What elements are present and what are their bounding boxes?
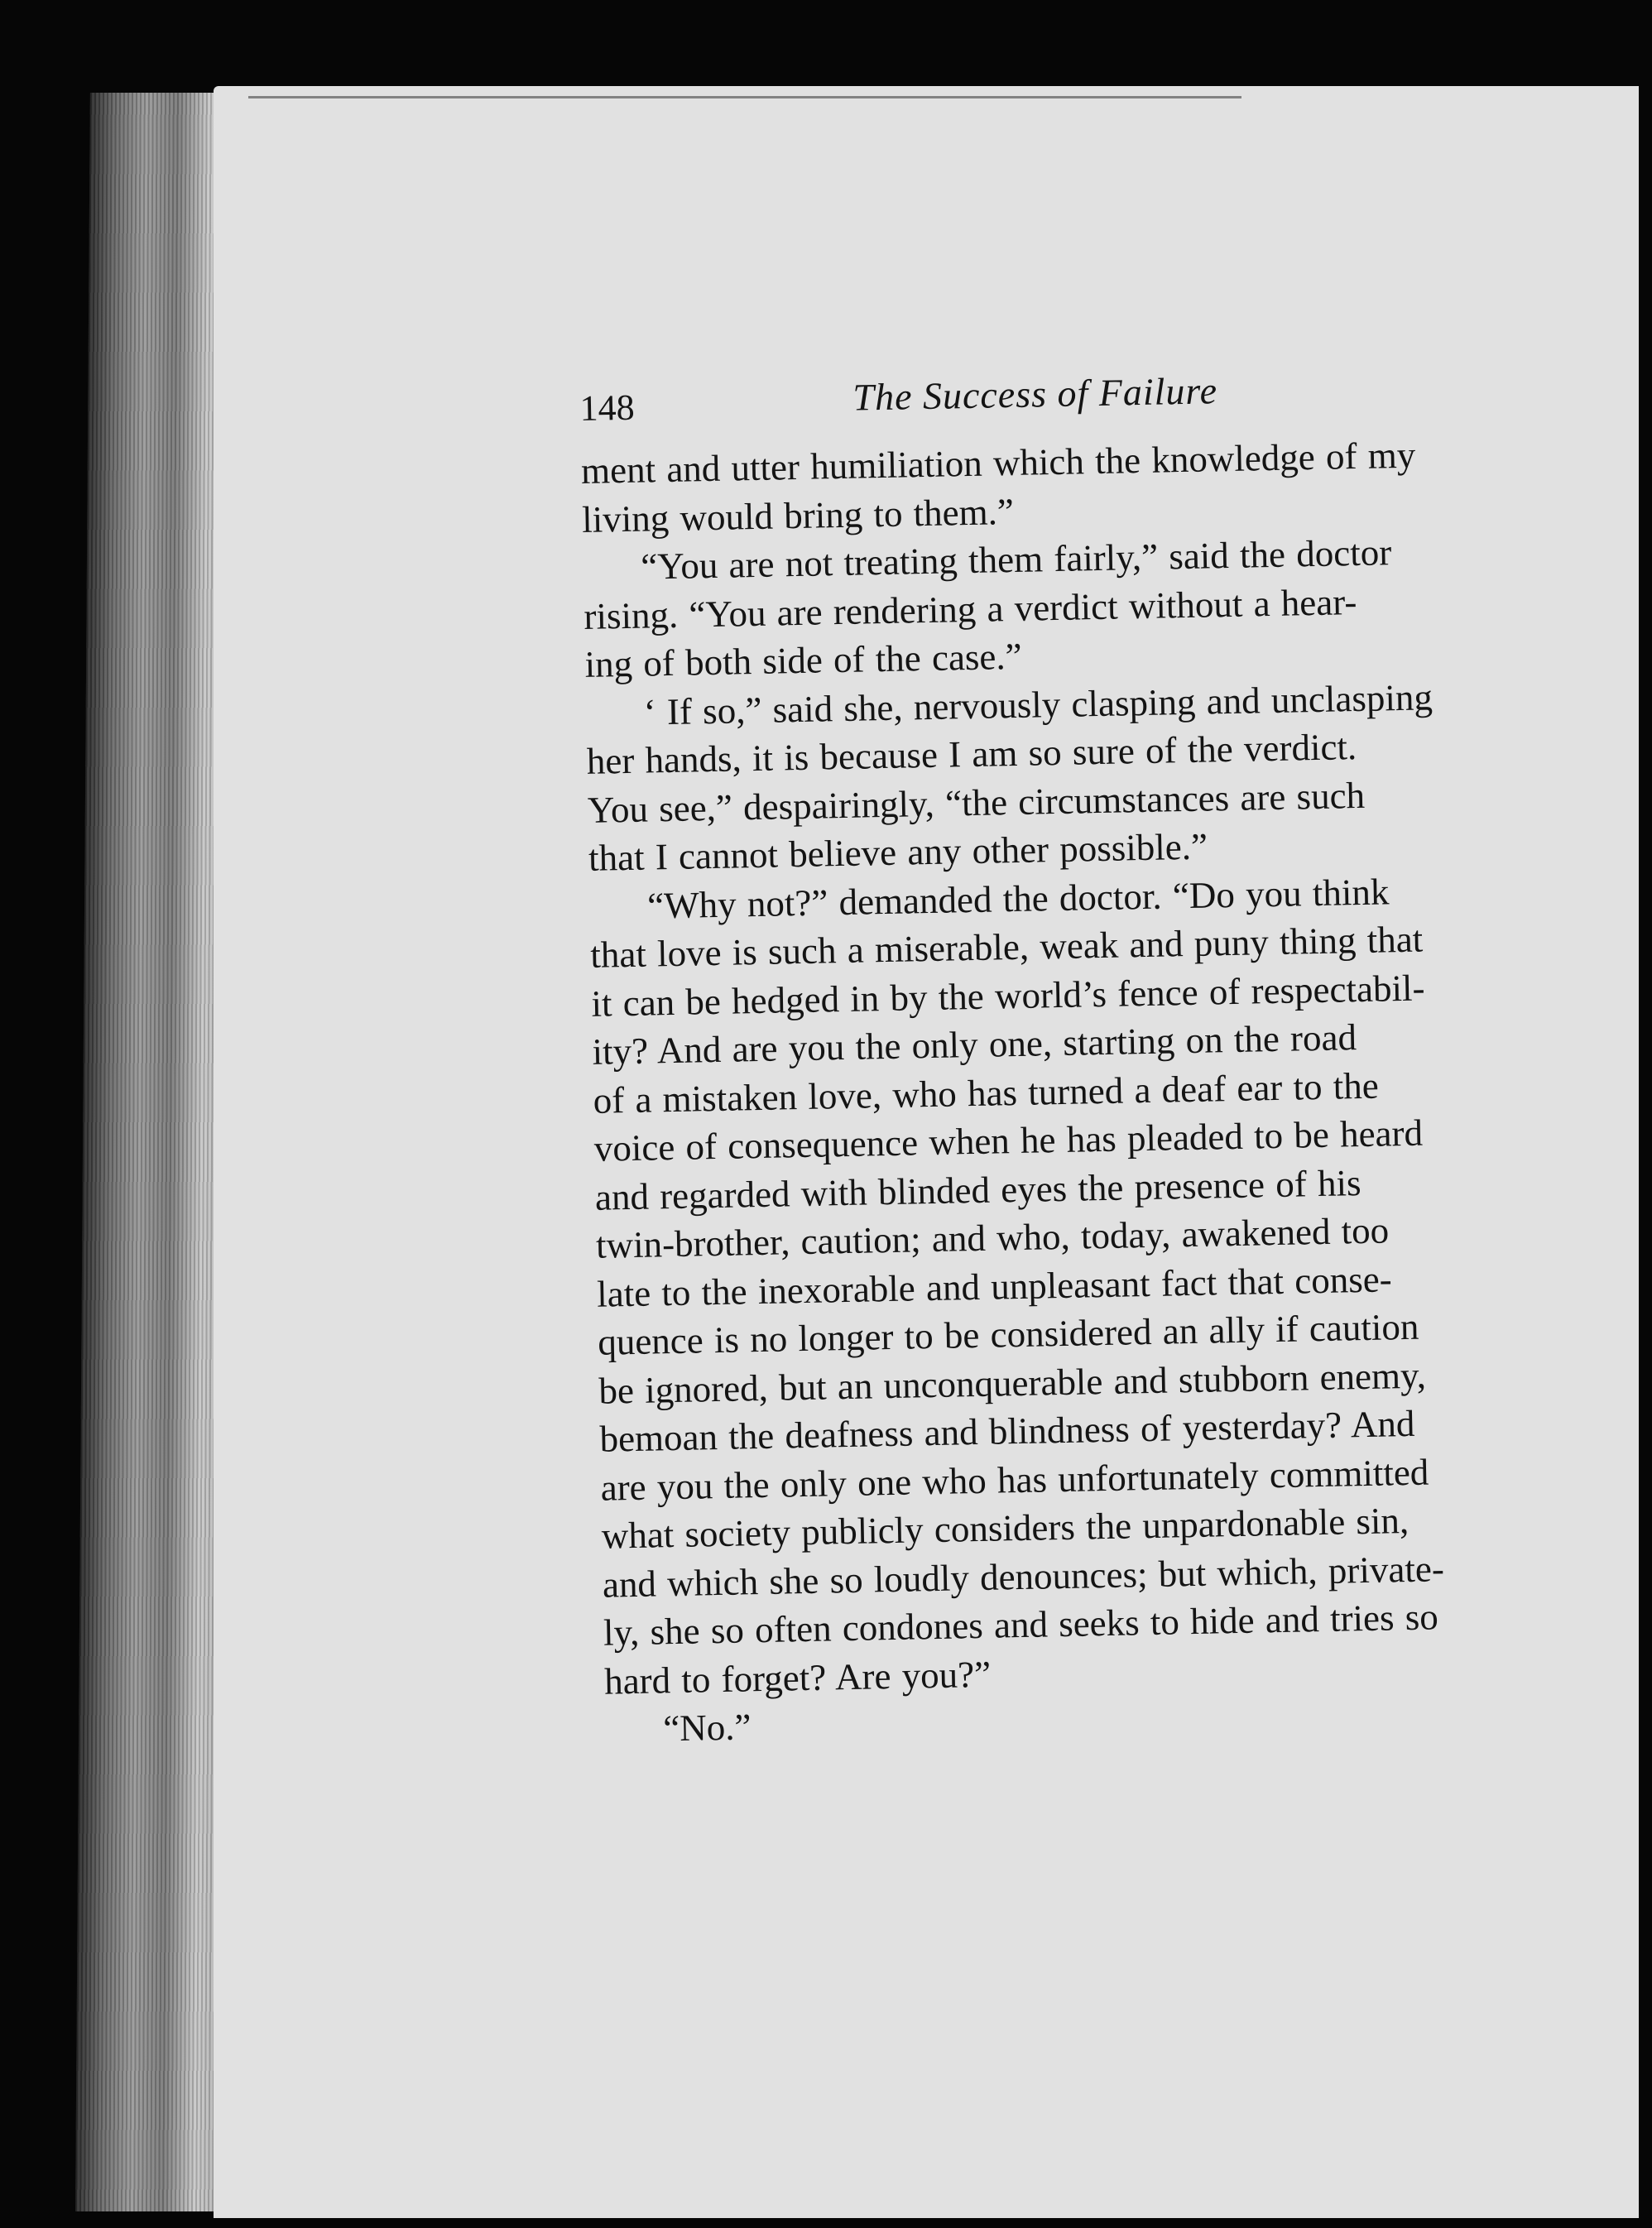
text-line: ment and utter humiliation which the knowledge of my — [580, 434, 1416, 492]
page-number: 148 — [579, 387, 636, 429]
text-line: that love is such a miserable, weak and puny thing that — [589, 918, 1424, 976]
text-line: are you the only one who has unfortunately committed — [600, 1451, 1429, 1509]
body-text — [581, 427, 1624, 1754]
text-line: and which she so loudly denounces; but which, private- — [602, 1547, 1445, 1606]
book-page-edges — [75, 93, 231, 2211]
page-text-block — [579, 361, 1624, 1754]
text-line: “You are not treating them fairly,” said the doctor — [640, 531, 1392, 588]
text-line: rising. “You are rendering a verdict without a hear- — [583, 580, 1357, 637]
running-head-title: The Success of Failure — [852, 369, 1218, 419]
text-line: of a mistaken love, who has turned a deaf ear to the — [593, 1064, 1380, 1121]
text-line: ly, she so often condones and seeks to hide and tries so — [603, 1596, 1439, 1654]
text-line: “No.” — [662, 1706, 752, 1750]
text-line: be ignored, but an unconquerable and stubborn enemy, — [598, 1354, 1427, 1412]
text-line: hard to forget? Are you?” — [603, 1653, 992, 1702]
text-line: bemoan the deafness and blindness of yesterday? And — [599, 1402, 1415, 1460]
text-line: ‘ If so,” said she, nervously clasping and unclasping — [643, 675, 1433, 733]
text-line: what society publicly considers the unpardonable sin, — [601, 1500, 1409, 1557]
text-line: that I cannot believe any other possible.” — [588, 825, 1208, 879]
text-line: late to the inexorable and unpleasant fact that conse- — [596, 1257, 1393, 1315]
page-top-edge — [248, 96, 1241, 98]
text-line: living would bring to them.” — [581, 490, 1015, 540]
text-line: “Why not?” demanded the doctor. “Do you think — [646, 870, 1390, 927]
text-line: twin-brother, caution; and who, today, awakened too — [595, 1209, 1390, 1266]
text-line: ing of both side of the case.” — [584, 635, 1023, 685]
text-line: and regarded with blinded eyes the presence of his — [594, 1161, 1361, 1218]
text-line: You see,” despairingly, “the circumstances are such — [587, 774, 1366, 831]
text-line: voice of consequence when he has pleaded to be heard — [593, 1112, 1424, 1169]
text-line: her hands, it is because I am so sure of the verdict. — [586, 726, 1357, 782]
text-line: ity? And are you the only one, starting on the road — [592, 1016, 1357, 1073]
text-line: it can be hedged in by the world’s fence of respectabil- — [590, 967, 1425, 1025]
text-line: quence is no longer to be considered an ally if caution — [597, 1305, 1419, 1363]
